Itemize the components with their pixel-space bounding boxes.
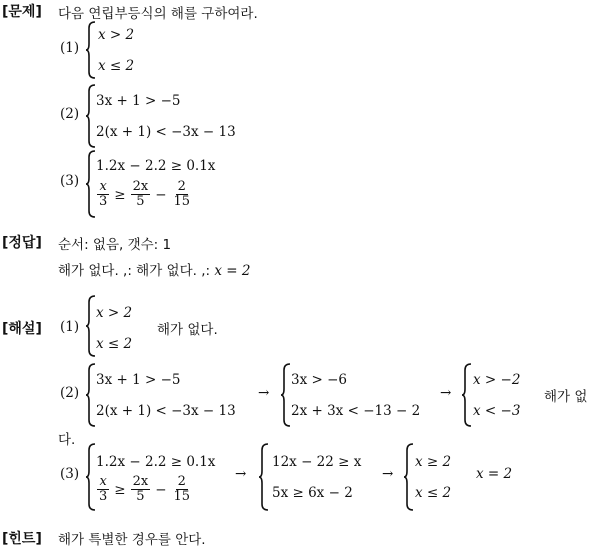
fraction: $\frac{2}{15}$ xyxy=(173,179,191,209)
problem-item-2-line-1: 3x + 1 > −5 xyxy=(96,93,181,109)
problem-item-3-line-1: 1.2x − 2.2 ≥ 0.1x xyxy=(96,158,216,174)
answer-tag: [정답] xyxy=(2,235,42,251)
fraction: $\frac{2x}{5}$ xyxy=(132,179,149,209)
solution-2-result-wrap: 다. xyxy=(58,432,76,448)
solution-3-number: (3) xyxy=(60,466,80,482)
solution-2-c-line-1: x > −2 xyxy=(473,372,521,388)
solution-3-c-line-1: x ≥ 2 xyxy=(415,454,452,470)
left-brace-icon xyxy=(86,22,96,78)
left-brace-icon xyxy=(281,364,291,426)
solution-2-number: (2) xyxy=(60,385,80,401)
solution-3-b-line-2: 5x ≥ 6x − 2 xyxy=(272,485,353,501)
answer-solutions: 해가 없다. ,: 해가 없다. ,: x = 2 xyxy=(58,263,251,279)
left-brace-icon xyxy=(86,296,96,356)
problem-item-1-line-1: x > 2 xyxy=(98,27,135,43)
solution-1-line-2: x ≤ 2 xyxy=(96,336,133,352)
left-brace-icon xyxy=(259,444,269,510)
solution-2-a-line-1: 3x + 1 > −5 xyxy=(96,372,181,388)
left-brace-icon xyxy=(86,364,96,426)
problem-tag: [문제] xyxy=(2,4,42,20)
hint-text: 해가 특별한 경우를 안다. xyxy=(58,532,206,548)
solution-3-b-line-1: 12x − 22 ≥ x xyxy=(272,454,362,470)
problem-item-3-line-2: $\frac{x}{3}$ ≥ $\frac{2x}{5}$ − $\frac{2}{15}$ xyxy=(99,179,191,209)
solution-1-result: 해가 없다. xyxy=(157,322,218,338)
solution-3-result: x = 2 xyxy=(476,466,513,482)
solution-3-a-line-2: $\frac{x}{3}$ ≥ $\frac{2x}{5}$ − $\frac{2}{15}$ xyxy=(99,474,191,504)
solution-2-b-line-1: 3x > −6 xyxy=(291,372,347,388)
problem-item-3-number: (3) xyxy=(60,173,80,189)
answer-order-count: 순서: 없음, 갯수: 1 xyxy=(58,237,172,253)
fraction: $\frac{2x}{5}$ xyxy=(132,474,149,504)
fraction: $\frac{x}{3}$ xyxy=(99,179,108,209)
solution-2-c-line-2: x < −3 xyxy=(473,403,521,419)
hint-tag: [힌트] xyxy=(2,531,42,547)
left-brace-icon xyxy=(86,85,96,147)
right-arrow-icon: → xyxy=(382,466,394,482)
solution-tag: [해설] xyxy=(2,321,42,337)
problem-item-2-number: (2) xyxy=(60,106,80,122)
left-brace-icon xyxy=(462,364,472,426)
right-arrow-icon: → xyxy=(235,466,247,482)
solution-1-number: (1) xyxy=(60,319,80,335)
left-brace-icon xyxy=(404,444,414,510)
problem-instruction: 다음 연립부등식의 해를 구하여라. xyxy=(58,6,258,22)
solution-1-line-1: x > 2 xyxy=(96,305,133,321)
solution-2-result: 해가 없 xyxy=(544,389,588,405)
solution-2-b-line-2: 2x + 3x < −13 − 2 xyxy=(291,403,421,419)
problem-item-1-line-2: x ≤ 2 xyxy=(98,58,135,74)
problem-item-2-line-2: 2(x + 1) < −3x − 13 xyxy=(96,124,236,140)
left-brace-icon xyxy=(86,444,96,510)
right-arrow-icon: → xyxy=(440,385,452,401)
right-arrow-icon: → xyxy=(258,385,270,401)
solution-3-c-line-2: x ≤ 2 xyxy=(415,485,452,501)
solution-3-a-line-1: 1.2x − 2.2 ≥ 0.1x xyxy=(96,454,216,470)
fraction: $\frac{x}{3}$ xyxy=(99,474,108,504)
fraction: $\frac{2}{15}$ xyxy=(173,474,191,504)
solution-2-a-line-2: 2(x + 1) < −3x − 13 xyxy=(96,403,236,419)
problem-item-1-number: (1) xyxy=(60,40,80,56)
left-brace-icon xyxy=(86,151,96,217)
